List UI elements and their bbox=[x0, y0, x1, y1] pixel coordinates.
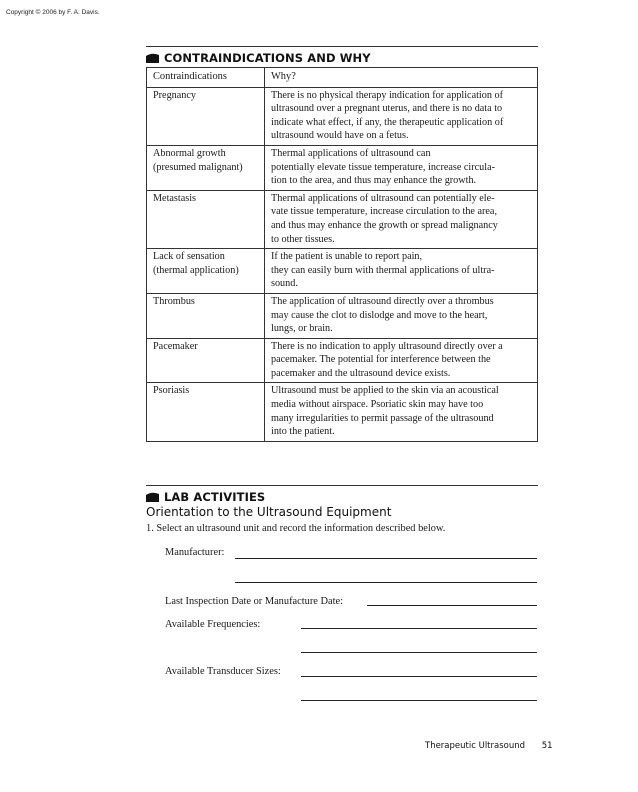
transducer-sizes-answer-line[interactable] bbox=[301, 676, 537, 677]
transducer-sizes-answer-line-2[interactable] bbox=[301, 700, 537, 701]
contraindications-section-header bbox=[146, 46, 538, 65]
table-row bbox=[147, 383, 538, 441]
page-footer bbox=[425, 741, 553, 751]
condition-cell bbox=[147, 249, 265, 294]
condition-text: Lack of sensation bbox=[153, 251, 225, 263]
reason-line: indicate what effect, if any, the therapeutic application of bbox=[271, 116, 504, 128]
table-row bbox=[147, 190, 538, 248]
reason-line: There is no indication to apply ultrasound directly over a bbox=[271, 340, 503, 352]
reason-line: ultrasound over a pregnant uterus, and there is no data to bbox=[271, 103, 503, 115]
transducer-sizes-label: Available Transducer Sizes: bbox=[165, 666, 281, 677]
column-header-contraindications: Contraindications bbox=[147, 68, 265, 88]
lab-activities-section-header bbox=[146, 485, 538, 504]
frequencies-answer-line[interactable] bbox=[301, 628, 537, 629]
reason-line: may cause the clot to dislodge and move to the heart, bbox=[271, 309, 488, 321]
condition-text: Thrombus bbox=[153, 295, 195, 307]
manufacturer-label: Manufacturer: bbox=[165, 547, 225, 558]
reason-line: tion to the area, and thus may enhance the growth. bbox=[271, 175, 477, 187]
condition-cell bbox=[147, 383, 265, 441]
reason-line: pacemaker and the ultrasound device exists. bbox=[271, 367, 451, 379]
reason-line: There is no physical therapy indication for application of bbox=[271, 89, 503, 101]
column-header-why: Why? bbox=[265, 68, 538, 88]
lab-subtitle: Orientation to the Ultrasound Equipment bbox=[146, 505, 392, 519]
manufacturer-answer-line[interactable] bbox=[235, 558, 537, 559]
table-row bbox=[147, 249, 538, 294]
reason-cell bbox=[265, 293, 538, 338]
running-title: Therapeutic Ultrasound bbox=[425, 741, 526, 751]
contraindications-title: CONTRAINDICATIONS AND WHY bbox=[164, 51, 371, 65]
condition-text: Abnormal growth bbox=[153, 147, 226, 159]
table-row bbox=[147, 338, 538, 383]
reason-line: into the patient. bbox=[271, 426, 335, 438]
frequencies-label: Available Frequencies: bbox=[165, 619, 261, 630]
condition-text: Metastasis bbox=[153, 192, 197, 204]
condition-cell bbox=[147, 338, 265, 383]
reason-cell bbox=[265, 338, 538, 383]
reason-line: pacemaker. The potential for interference between the bbox=[271, 354, 491, 366]
section-tab-icon bbox=[146, 492, 159, 502]
copyright-notice: Copyright © 2006 by F. A. Davis. bbox=[6, 9, 100, 16]
reason-line: vate tissue temperature, increase circulation to the area, bbox=[271, 206, 497, 218]
reason-line: to other tissues. bbox=[271, 233, 335, 245]
section-tab-icon bbox=[146, 53, 159, 63]
reason-cell bbox=[265, 145, 538, 190]
condition-cell bbox=[147, 145, 265, 190]
reason-cell bbox=[265, 87, 538, 145]
reason-line: Thermal applications of ultrasound can potentially ele- bbox=[271, 192, 495, 204]
reason-line: media without airspace. Psoriatic skin may have too bbox=[271, 399, 484, 411]
condition-cell bbox=[147, 190, 265, 248]
reason-cell bbox=[265, 249, 538, 294]
reason-line: The application of ultrasound directly over a thrombus bbox=[271, 295, 494, 307]
reason-line: Thermal applications of ultrasound can bbox=[271, 147, 431, 159]
reason-cell bbox=[265, 190, 538, 248]
lab-activities-title: LAB ACTIVITIES bbox=[164, 490, 266, 504]
reason-line: ultrasound would have on a fetus. bbox=[271, 130, 409, 142]
condition-text: (thermal application) bbox=[153, 264, 239, 276]
condition-text: (presumed malignant) bbox=[153, 161, 243, 173]
reason-cell bbox=[265, 383, 538, 441]
inspection-date-answer-line[interactable] bbox=[367, 605, 537, 606]
reason-line: they can easily burn with thermal applications of ultra- bbox=[271, 264, 495, 276]
condition-text: Psoriasis bbox=[153, 385, 190, 397]
table-header-row bbox=[147, 68, 538, 88]
reason-line: If the patient is unable to report pain, bbox=[271, 251, 423, 263]
reason-line: sound. bbox=[271, 278, 298, 290]
condition-cell bbox=[147, 87, 265, 145]
table-row bbox=[147, 293, 538, 338]
manufacturer-answer-line-2[interactable] bbox=[235, 582, 537, 583]
inspection-date-label: Last Inspection Date or Manufacture Date: bbox=[165, 596, 344, 607]
lab-instruction: 1. Select an ultrasound unit and record the information described below. bbox=[146, 523, 446, 534]
reason-line: lungs, or brain. bbox=[271, 323, 333, 335]
table-row bbox=[147, 145, 538, 190]
condition-cell bbox=[147, 293, 265, 338]
table-row bbox=[147, 87, 538, 145]
reason-line: potentially elevate tissue temperature, increase circula- bbox=[271, 161, 496, 173]
condition-text: Pacemaker bbox=[153, 340, 198, 352]
reason-line: many irregularities to permit passage of the ultrasound bbox=[271, 412, 494, 424]
frequencies-answer-line-2[interactable] bbox=[301, 652, 537, 653]
reason-line: and thus may enhance the growth or spread malignancy bbox=[271, 219, 498, 231]
condition-text: Pregnancy bbox=[153, 89, 196, 101]
contraindications-table bbox=[146, 67, 538, 442]
reason-line: Ultrasound must be applied to the skin via an acoustical bbox=[271, 385, 499, 397]
page-number: 51 bbox=[541, 741, 553, 751]
